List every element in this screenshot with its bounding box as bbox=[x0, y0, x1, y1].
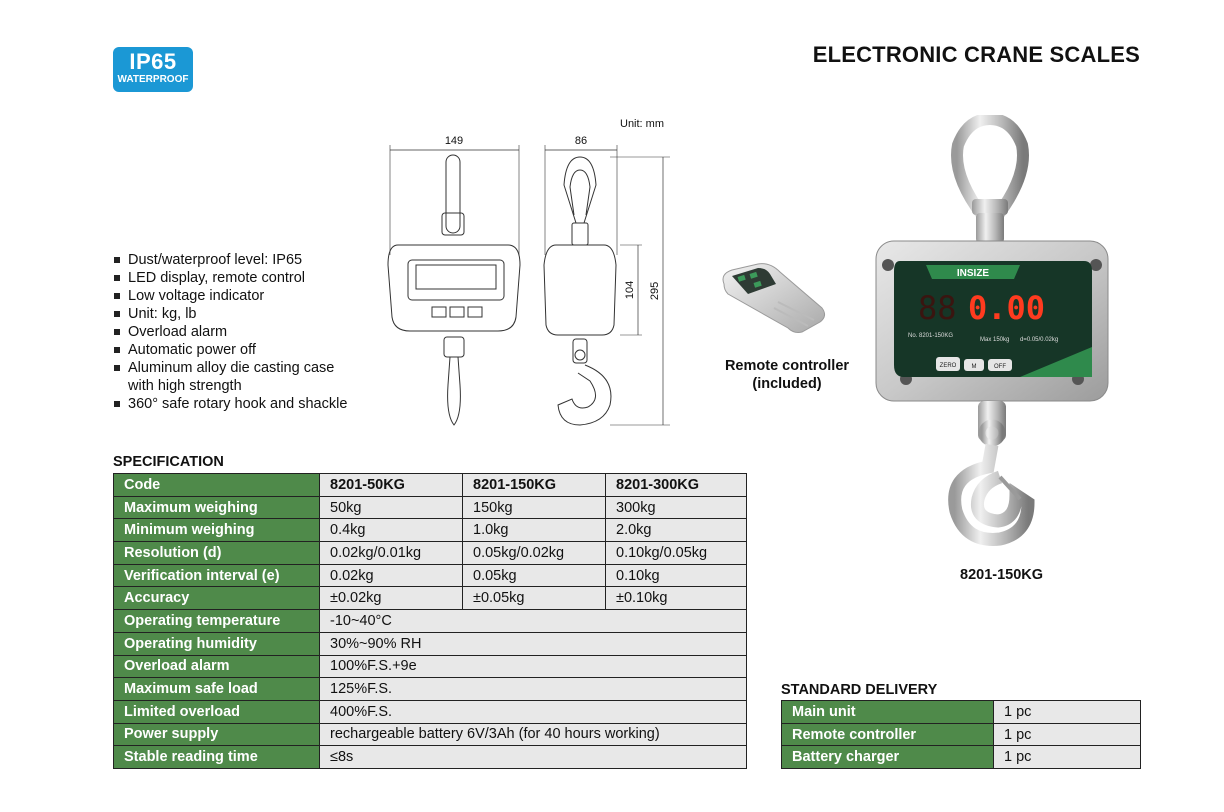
table-cell: rechargeable battery 6V/3Ah (for 40 hours working) bbox=[320, 723, 747, 746]
table-header-cell: 8201-150KG bbox=[463, 474, 606, 497]
table-cell: 30%~90% RH bbox=[320, 632, 747, 655]
table-cell: 400%F.S. bbox=[320, 700, 747, 723]
dim-width-side: 86 bbox=[574, 135, 588, 147]
table-cell: 150kg bbox=[463, 496, 606, 519]
row-label: Power supply bbox=[114, 723, 320, 746]
row-label: Operating temperature bbox=[114, 610, 320, 633]
table-header-cell: 8201-50KG bbox=[320, 474, 463, 497]
row-label: Limited overload bbox=[114, 700, 320, 723]
dimension-drawing bbox=[380, 115, 680, 435]
max-label: Max 150kg bbox=[980, 337, 1010, 343]
table-cell: 0.10kg/0.05kg bbox=[606, 542, 747, 565]
row-label: Accuracy bbox=[114, 587, 320, 610]
bullet-icon bbox=[114, 401, 120, 407]
feature-item: Low voltage indicator bbox=[113, 287, 393, 305]
table-cell: 0.02kg bbox=[320, 564, 463, 587]
row-label: Verification interval (e) bbox=[114, 564, 320, 587]
table-cell: 0.05kg bbox=[463, 564, 606, 587]
row-label: Main unit bbox=[782, 701, 994, 724]
page-title: ELECTRONIC CRANE SCALES bbox=[812, 42, 1140, 67]
table-row bbox=[114, 519, 747, 542]
row-label: Maximum safe load bbox=[114, 678, 320, 701]
table-row bbox=[114, 564, 747, 587]
feature-item: Unit: kg, lb bbox=[113, 305, 393, 323]
row-label: Maximum weighing bbox=[114, 496, 320, 519]
table-row bbox=[114, 632, 747, 655]
table-cell: 0.02kg/0.01kg bbox=[320, 542, 463, 565]
table-row bbox=[782, 723, 1141, 746]
row-label: Stable reading time bbox=[114, 746, 320, 769]
m-button-label: M bbox=[971, 364, 977, 370]
table-cell: 300kg bbox=[606, 496, 747, 519]
table-header-cell: Code bbox=[114, 474, 320, 497]
row-label: Remote controller bbox=[782, 723, 994, 746]
row-label: Minimum weighing bbox=[114, 519, 320, 542]
table-row bbox=[114, 723, 747, 746]
feature-item: 360° safe rotary hook and shackle bbox=[113, 395, 393, 413]
zero-button-label: ZERO bbox=[939, 363, 957, 369]
led-display-value: 0.00 bbox=[968, 289, 1046, 327]
table-cell: 1 pc bbox=[994, 723, 1141, 746]
crane-scale-image bbox=[870, 115, 1115, 555]
table-row bbox=[114, 496, 747, 519]
feature-item: LED display, remote control bbox=[113, 269, 393, 287]
led-dim-digits: 88 bbox=[918, 289, 957, 327]
remote-caption: Remote controller (included) bbox=[724, 358, 850, 392]
table-row bbox=[114, 610, 747, 633]
remote-controller-image bbox=[718, 262, 830, 334]
table-row bbox=[782, 746, 1141, 769]
dim-height-total: 295 bbox=[649, 281, 661, 301]
table-cell: 1.0kg bbox=[463, 519, 606, 542]
table-row bbox=[782, 701, 1141, 724]
row-label: Battery charger bbox=[782, 746, 994, 769]
table-cell: ±0.10kg bbox=[606, 587, 747, 610]
bullet-icon bbox=[114, 311, 120, 317]
table-cell: ±0.02kg bbox=[320, 587, 463, 610]
brand-logo: INSIZE bbox=[956, 268, 990, 279]
table-cell: 0.10kg bbox=[606, 564, 747, 587]
table-cell: 1 pc bbox=[994, 701, 1141, 724]
feature-item-continuation: with high strength bbox=[128, 378, 242, 394]
table-cell: 0.4kg bbox=[320, 519, 463, 542]
ip65-badge bbox=[113, 47, 193, 92]
dim-width-front: 149 bbox=[444, 135, 464, 147]
bullet-icon bbox=[114, 347, 120, 353]
table-cell: 2.0kg bbox=[606, 519, 747, 542]
table-row bbox=[114, 474, 747, 497]
row-label: Overload alarm bbox=[114, 655, 320, 678]
bullet-icon bbox=[114, 293, 120, 299]
table-cell: 125%F.S. bbox=[320, 678, 747, 701]
specification-table bbox=[113, 473, 747, 769]
product-model-caption: 8201-150KG bbox=[960, 567, 1044, 583]
table-cell: 1 pc bbox=[994, 746, 1141, 769]
off-button-label: OFF bbox=[994, 364, 1006, 370]
bullet-icon bbox=[114, 365, 120, 371]
standard-delivery-table bbox=[781, 700, 1141, 769]
table-row bbox=[114, 587, 747, 610]
d-label: d=0.05/0.02kg bbox=[1020, 337, 1059, 343]
table-row bbox=[114, 746, 747, 769]
table-cell: ≤8s bbox=[320, 746, 747, 769]
table-row bbox=[114, 542, 747, 565]
table-cell: 100%F.S.+9e bbox=[320, 655, 747, 678]
table-header-cell: 8201-300KG bbox=[606, 474, 747, 497]
standard-delivery-title: STANDARD DELIVERY bbox=[781, 682, 938, 698]
badge-line1: IP65 bbox=[129, 49, 177, 74]
row-label: Operating humidity bbox=[114, 632, 320, 655]
unit-label: Unit: mm bbox=[620, 118, 664, 130]
dim-height-body: 104 bbox=[624, 280, 636, 300]
table-cell: 0.05kg/0.02kg bbox=[463, 542, 606, 565]
table-row bbox=[114, 678, 747, 701]
feature-item: Dust/waterproof level: IP65 bbox=[113, 251, 393, 269]
table-row bbox=[114, 700, 747, 723]
bullet-icon bbox=[114, 329, 120, 335]
feature-item: Aluminum alloy die casting case bbox=[113, 359, 393, 377]
row-label: Resolution (d) bbox=[114, 542, 320, 565]
feature-item: Automatic power off bbox=[113, 341, 393, 359]
table-row bbox=[114, 655, 747, 678]
table-cell: ±0.05kg bbox=[463, 587, 606, 610]
model-label: No. 8201-150KG bbox=[908, 333, 954, 339]
bullet-icon bbox=[114, 275, 120, 281]
bullet-icon bbox=[114, 257, 120, 263]
feature-item: Overload alarm bbox=[113, 323, 393, 341]
badge-line2: WATERPROOF bbox=[117, 74, 189, 85]
specification-title: SPECIFICATION bbox=[113, 454, 224, 470]
table-cell: 50kg bbox=[320, 496, 463, 519]
feature-list bbox=[113, 251, 393, 413]
table-cell: -10~40°C bbox=[320, 610, 747, 633]
